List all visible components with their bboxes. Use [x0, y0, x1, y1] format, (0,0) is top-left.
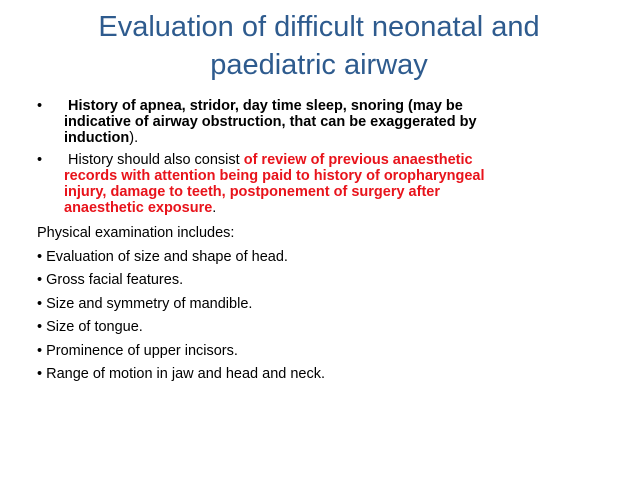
bullet2-red-line4: anaesthetic exposure: [64, 200, 213, 216]
bullet-history-anaesthetic: [37, 152, 617, 216]
bullet1-line2: indicative of airway obstruction, that can be exaggerated by: [64, 114, 477, 130]
exam-item-facial: • Gross facial features.: [37, 272, 184, 288]
bullet2-tail: .: [212, 200, 217, 216]
bullet2-line4: [64, 200, 617, 216]
title-line-1: Evaluation of difficult neonatal and: [98, 11, 540, 43]
title-line-2: paediatric airway: [210, 49, 428, 81]
bullet1-line1: History of apnea, stridor, day time sleep, snoring (may be: [64, 98, 463, 114]
exam-item-tongue: • Size of tongue.: [37, 319, 143, 335]
bullet1-induction: induction: [64, 130, 130, 146]
bullet1-tail: ).: [129, 130, 139, 146]
bullet2-red-line2: records with attention being paid to history of oropharyngeal: [64, 168, 485, 184]
bullet2-red-line3: injury, damage to teeth, postponement of surgery after: [64, 184, 440, 200]
bullet-history-apnea: [37, 98, 617, 146]
bullet2-line1: [64, 152, 617, 168]
exam-intro: Physical examination includes:: [37, 225, 235, 241]
bullet-dot: •: [37, 98, 43, 114]
bullet-dot: •: [37, 152, 43, 168]
slide-body: [37, 98, 617, 387]
exam-item-incisors: • Prominence of upper incisors.: [37, 342, 238, 359]
bullet2-red-line1: of review of previous anaesthetic: [243, 152, 473, 168]
bullet2-intro: History should also consist: [64, 152, 244, 168]
exam-item-mandible: • Size and symmetry of mandible.: [37, 295, 253, 312]
bullet1-line3: [64, 130, 617, 146]
slide-title: [40, 8, 598, 84]
exam-item-head: • Evaluation of size and shape of head.: [37, 248, 288, 265]
exam-item-motion: • Range of motion in jaw and head and neck.: [37, 366, 326, 382]
